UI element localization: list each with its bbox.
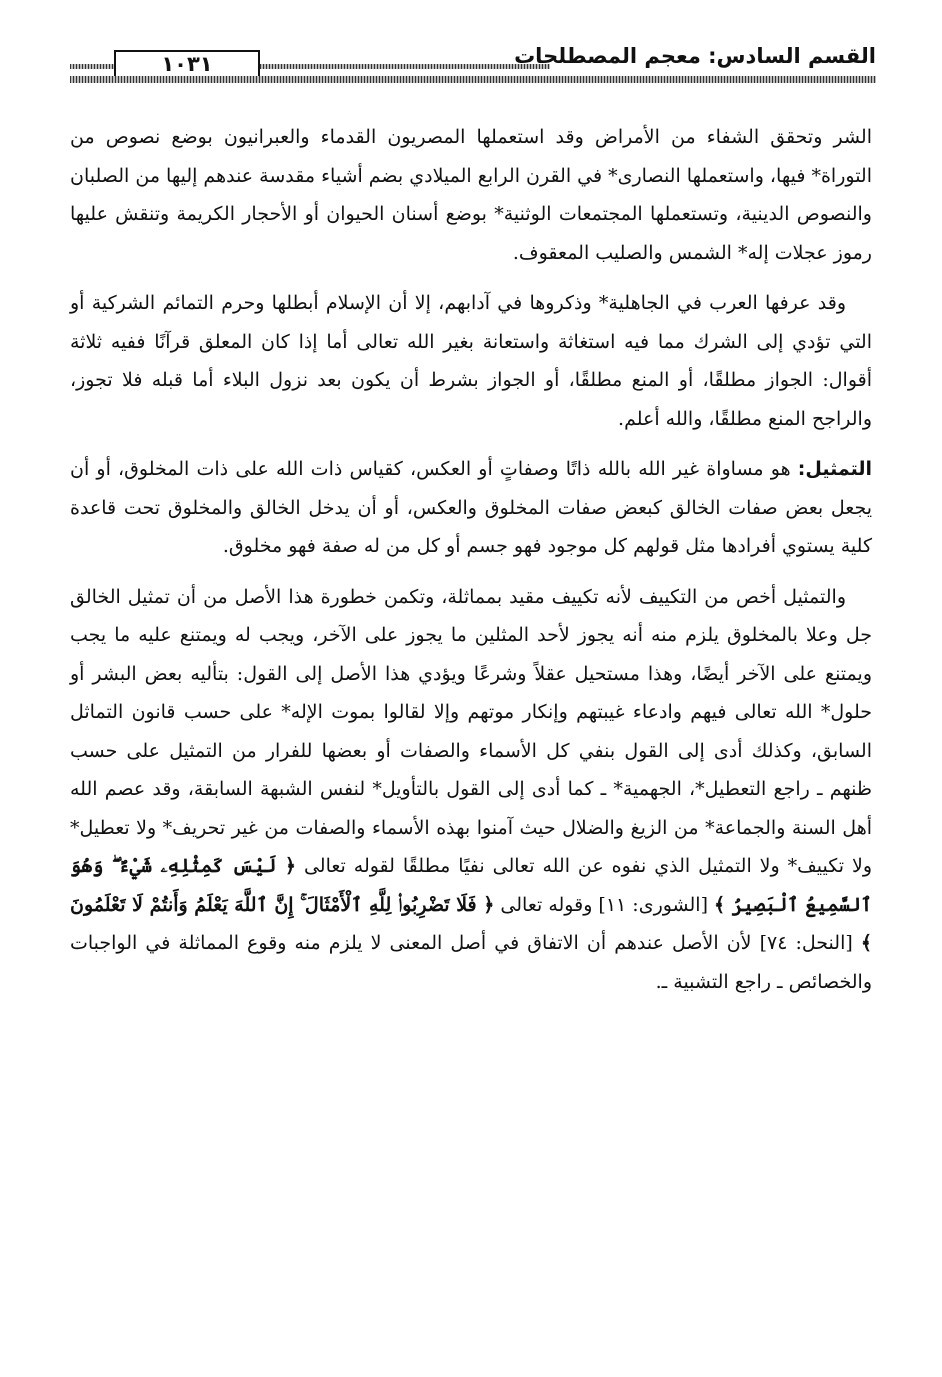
- page-number: ١٠٣١: [161, 52, 213, 76]
- definition-entry: [70, 450, 872, 566]
- paragraph-text: الشر وتحقق الشفاء من الأمراض وقد استعملها المصريون القدماء والعبرانيون بوضع نصوص من التوراة* فيها، واستعملها النصارى* في القرن الرابع الميلادي بضم أشياء مقدسة عندهم إليها من الصلبان والنصوص الدينية، وتستعملها المجتمعات الوثنية* بوضع أسنان الحيوان أو الأحجار الكريمة وتنقش عليها رموز عجلات إله* الشمس والصليب المعقوف.: [70, 126, 872, 264]
- running-title: القسم السادس: معجم المصطلحات: [514, 44, 876, 68]
- quran-verse: ﴿ فَلَا تَضْرِبُوا۟ لِلَّهِ ٱلْأَمْثَالَ ۚ إِنَّ ٱللَّهَ يَعْلَمُ وَأَنتُمْ لَا تَعْلَمُونَ ﴾: [70, 893, 872, 954]
- paragraph-text: وقد عرفها العرب في الجاهلية* وذكروها في آدابهم، إلا أن الإسلام أبطلها وحرم التمائم الشركية أو التي تؤدي إلى الشرك مما فيه استغاثة واستعانة بغير الله تعالى أما إذا كان المعلق قرآنًا ففيه ثلاثة أقوال: الجواز مطلقًا، أو المنع مطلقًا، أو الجواز بشرط أن يكون بعد نزول البلاء أما قبله فلا تجوز، والراجح المنع مطلقًا، والله أعلم.: [70, 292, 872, 430]
- quran-verse: ﴿ لَيْسَ كَمِثْلِهِۦ شَيْءٌ ۖ وَهُوَ ٱلسَّمِيعُ ٱلْبَصِيرُ ﴾: [70, 855, 872, 916]
- paragraph-continued: [70, 118, 872, 272]
- entry-term: التمثيل:: [797, 458, 872, 480]
- entry-definition: هو مساواة غير الله بالله ذاتًا وصفاتٍ أو العكس، كقياس ذات الله على ذات المخلوق، أو أن يجعل بعض صفات الخالق كبعض صفات المخلوق والعكس، أو أن يدخل الخالق والمخلوق تحت قاعدة كلية يستوي أفرادها مثل قولهم كل موجود فهو جسم أو كل من له صفة فهو مخلوق.: [70, 458, 872, 557]
- header-rule: [70, 76, 876, 83]
- paragraph: [70, 578, 872, 1002]
- paragraph-text-tail: [النحل: ٧٤] لأن الأصل عندهم أن الاتفاق في أصل المعنى لا يلزم منه وقوع المماثلة في الواجبات والخصائص ـ راجع التشبية ـ.: [70, 932, 872, 993]
- page-body: [70, 118, 872, 1013]
- page-header: [70, 38, 876, 92]
- page-number-box: [114, 50, 260, 78]
- paragraph: [70, 284, 872, 438]
- paragraph-text: والتمثيل أخص من التكييف لأنه تكييف مقيد بمماثلة، وتكمن خطورة هذا الأصل من أن تمثيل الخالق جل وعلا بالمخلوق يلزم منه أنه يجوز لأحد المثلين ما يجوز على الآخر، ويجب له ويمتنع عليه ما يجب ويمتنع على الآخر أيضًا، وهذا مستحيل عقلاً وشرعًا ويؤدي هذا الأصل إلى القول: بتأليه بعض البشر أو حلول* الله تعالى فيهم وادعاء غيبتهم وإنكار موتهم وإلا لقالوا بموت الإله* على حسب قانون التماثل السابق، وكذلك أدى إلى القول بنفي كل الأسماء والصفات أو بعضها للفرار من التمثيل على حسب ظنهم ـ راجع التعطيل*، الجهمية* ـ كما أدى إلى القول بالتأويل* لنفس الشبهة السابقة، وقد عصم الله أهل السنة والجماعة* من الزيغ والضلال حيث آمنوا بهذه الأسماء والصفات من غير تحريف* ولا تعطيل* ولا تكييف* ولا التمثيل الذي نفوه عن الله تعالى نفيًا مطلقًا لقوله تعالى: [70, 585, 872, 877]
- header-rule-left: [70, 64, 114, 69]
- header-rule-middle: [260, 64, 550, 69]
- verse-reference: [الشورى: ١١] وقوله تعالى: [494, 893, 715, 916]
